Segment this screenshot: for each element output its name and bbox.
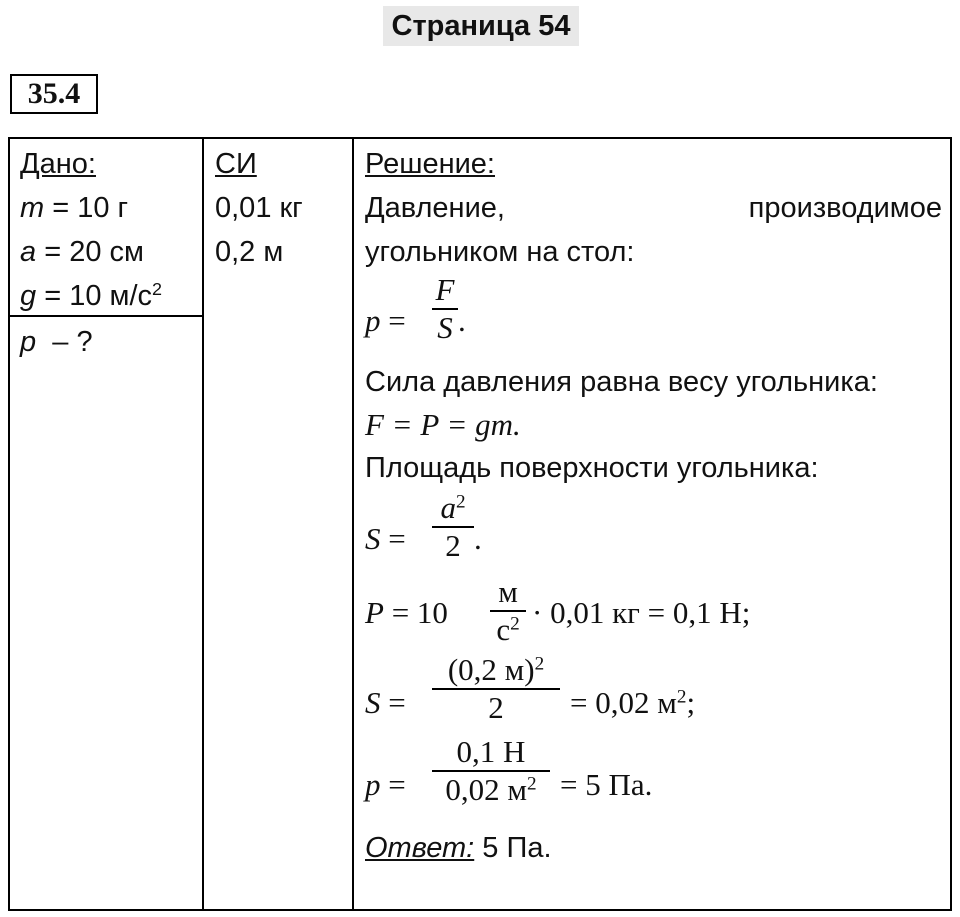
si-header: СИ [215, 148, 257, 180]
answer: Ответ: 5 Па. [365, 832, 552, 864]
given-header: Дано: [20, 148, 96, 180]
solution-text-line: производимое [748, 192, 942, 224]
column-divider [202, 139, 204, 909]
given-divider [10, 315, 202, 317]
solution-table: Дано: m = 10 г a = 20 см g = 10 $м/с^2$ p – ? СИ 0,01 кг 0,2 м Решение: Давление, производимое угольником на стол: p = F S . Сила давления равна весу угольника: F = P = gm. Площадь поверхности угольника: S = $a^2$ 2 . P = 10 м $с^2$ · 0,01 кг = 0,1 Н; S = (0,2 м)$^2$ 2 = 0,02 $м^2$; p = 0,1 Н 0,02 $м^2$ = 5 Па. Ответ: 5 Па. [8, 137, 952, 911]
solution-text-line: угольником на стол: [365, 236, 635, 268]
solution-text-line: Давление, [365, 192, 505, 224]
column-divider [352, 139, 354, 909]
given-side: a = 20 см [20, 236, 144, 268]
formula-force: F = P = gm. [365, 407, 521, 442]
si-side: 0,2 м [215, 236, 284, 268]
problem-number: 35.4 [10, 74, 98, 114]
given-gravity: g = 10 $м/с^2$ [20, 279, 162, 312]
given-mass: m = 10 г [20, 192, 129, 224]
page-title: Страница 54 [383, 6, 579, 46]
solution-text-line: Площадь поверхности угольника: [365, 452, 819, 484]
solution-header: Решение: [365, 148, 495, 180]
solution-text-line: Сила давления равна весу угольника: [365, 366, 878, 398]
find-pressure: p – ? [20, 326, 93, 358]
si-mass: 0,01 кг [215, 192, 303, 224]
